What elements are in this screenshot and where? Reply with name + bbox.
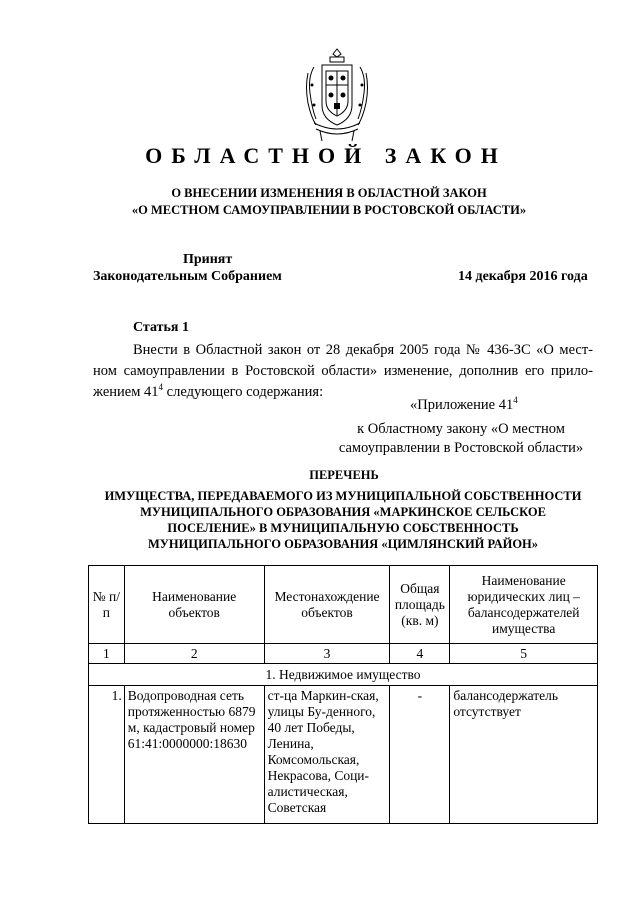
table-section-row [89, 664, 598, 686]
article-line [93, 382, 593, 403]
article-heading: Статья 1 [133, 320, 189, 335]
row-holder-cell: балансодержатель отсутствует [450, 686, 598, 824]
appendix-label [410, 397, 518, 414]
appendix-reference [330, 420, 592, 458]
list-subtitle-line: ПОСЕЛЕНИЕ» В МУНИЦИПАЛЬНУЮ СОБСТВЕННОСТЬ [167, 521, 519, 535]
appendix-label-text: «Приложение 41 [410, 397, 514, 413]
list-subtitle-line: МУНИЦИПАЛЬНОГО ОБРАЗОВАНИЯ «МАРКИНСКОЕ СЕЛЬСКОЕ [140, 505, 546, 519]
adopted-label: Принят [183, 252, 233, 267]
appendix-reference-line: самоуправлении в Ростовской области» [338, 440, 584, 456]
row-name-cell: Водопроводная сеть протяженностью 6879 м, кадастровый номер 61:41:0000000:18630 [124, 686, 264, 824]
header-cell-number: № п/п [89, 566, 125, 644]
adopted-by: Законодательным Собранием [93, 269, 282, 284]
article-line: ном самоуправлении в Ростовской области» изменение, дополнив его прило- [93, 363, 593, 379]
column-number-cell: 4 [390, 644, 450, 664]
appendix-reference-line: к Областному закону «О местном [357, 421, 565, 437]
adoption-date: 14 декабря 2016 года [458, 269, 588, 284]
list-subtitle-line: ИМУЩЕСТВА, ПЕРЕДАВАЕМОГО ИЗ МУНИЦИПАЛЬНОЙ СОБСТВЕННОСТИ [104, 489, 582, 503]
table-header-row [89, 566, 598, 644]
list-subtitle-line: МУНИЦИПАЛЬНОГО ОБРАЗОВАНИЯ «ЦИМЛЯНСКИЙ РАЙОН» [147, 537, 539, 551]
table-column-numbers-row [89, 644, 598, 664]
header-cell-holder: Наименование юридических лиц – балансодержателей имущества [450, 566, 598, 644]
row-number-cell: 1. [89, 686, 125, 824]
property-table [88, 565, 598, 824]
row-location-cell: ст-ца Маркин-ская, улицы Бу-денного, 40 лет Победы, Ленина, Комсомольская, Некрасова, Соци-алистическая, Советская [264, 686, 390, 824]
superscript: 4 [513, 395, 518, 405]
superscript: 4 [158, 382, 164, 392]
article-line-end: следующего содержания: [163, 384, 324, 400]
row-area-cell: - [390, 686, 450, 824]
column-number-cell: 5 [450, 644, 598, 664]
column-number-cell: 1 [89, 644, 125, 664]
subtitle-line: «О МЕСТНОМ САМОУПРАВЛЕНИИ В РОСТОВСКОЙ ОБЛАСТИ» [131, 203, 527, 217]
header-cell-location: Местонахождение объектов [264, 566, 390, 644]
section-cell: 1. Недвижимое имущество [89, 664, 598, 686]
column-number-cell: 2 [124, 644, 264, 664]
article-text [93, 340, 593, 403]
document-type-title: ОБЛАСТНОЙ ЗАКОН [145, 143, 507, 168]
header-cell-area: Общая площадь (кв. м) [390, 566, 450, 644]
subtitle-line: О ВНЕСЕНИИ ИЗМЕНЕНИЯ В ОБЛАСТНОЙ ЗАКОН [171, 186, 487, 200]
document-subtitle [0, 185, 640, 219]
list-title: ПЕРЕЧЕНЬ [309, 468, 379, 482]
header-cell-name: Наименование объектов [124, 566, 264, 644]
coat-of-arms-emblem [300, 45, 374, 145]
column-number-cell: 3 [264, 644, 390, 664]
list-subtitle [88, 488, 598, 552]
article-line: Внести в Областной закон от 28 декабря 2005 года № 436-ЗС «О мест- [133, 342, 593, 358]
article-line-start: жением 41 [93, 384, 159, 400]
table-row [89, 686, 598, 824]
